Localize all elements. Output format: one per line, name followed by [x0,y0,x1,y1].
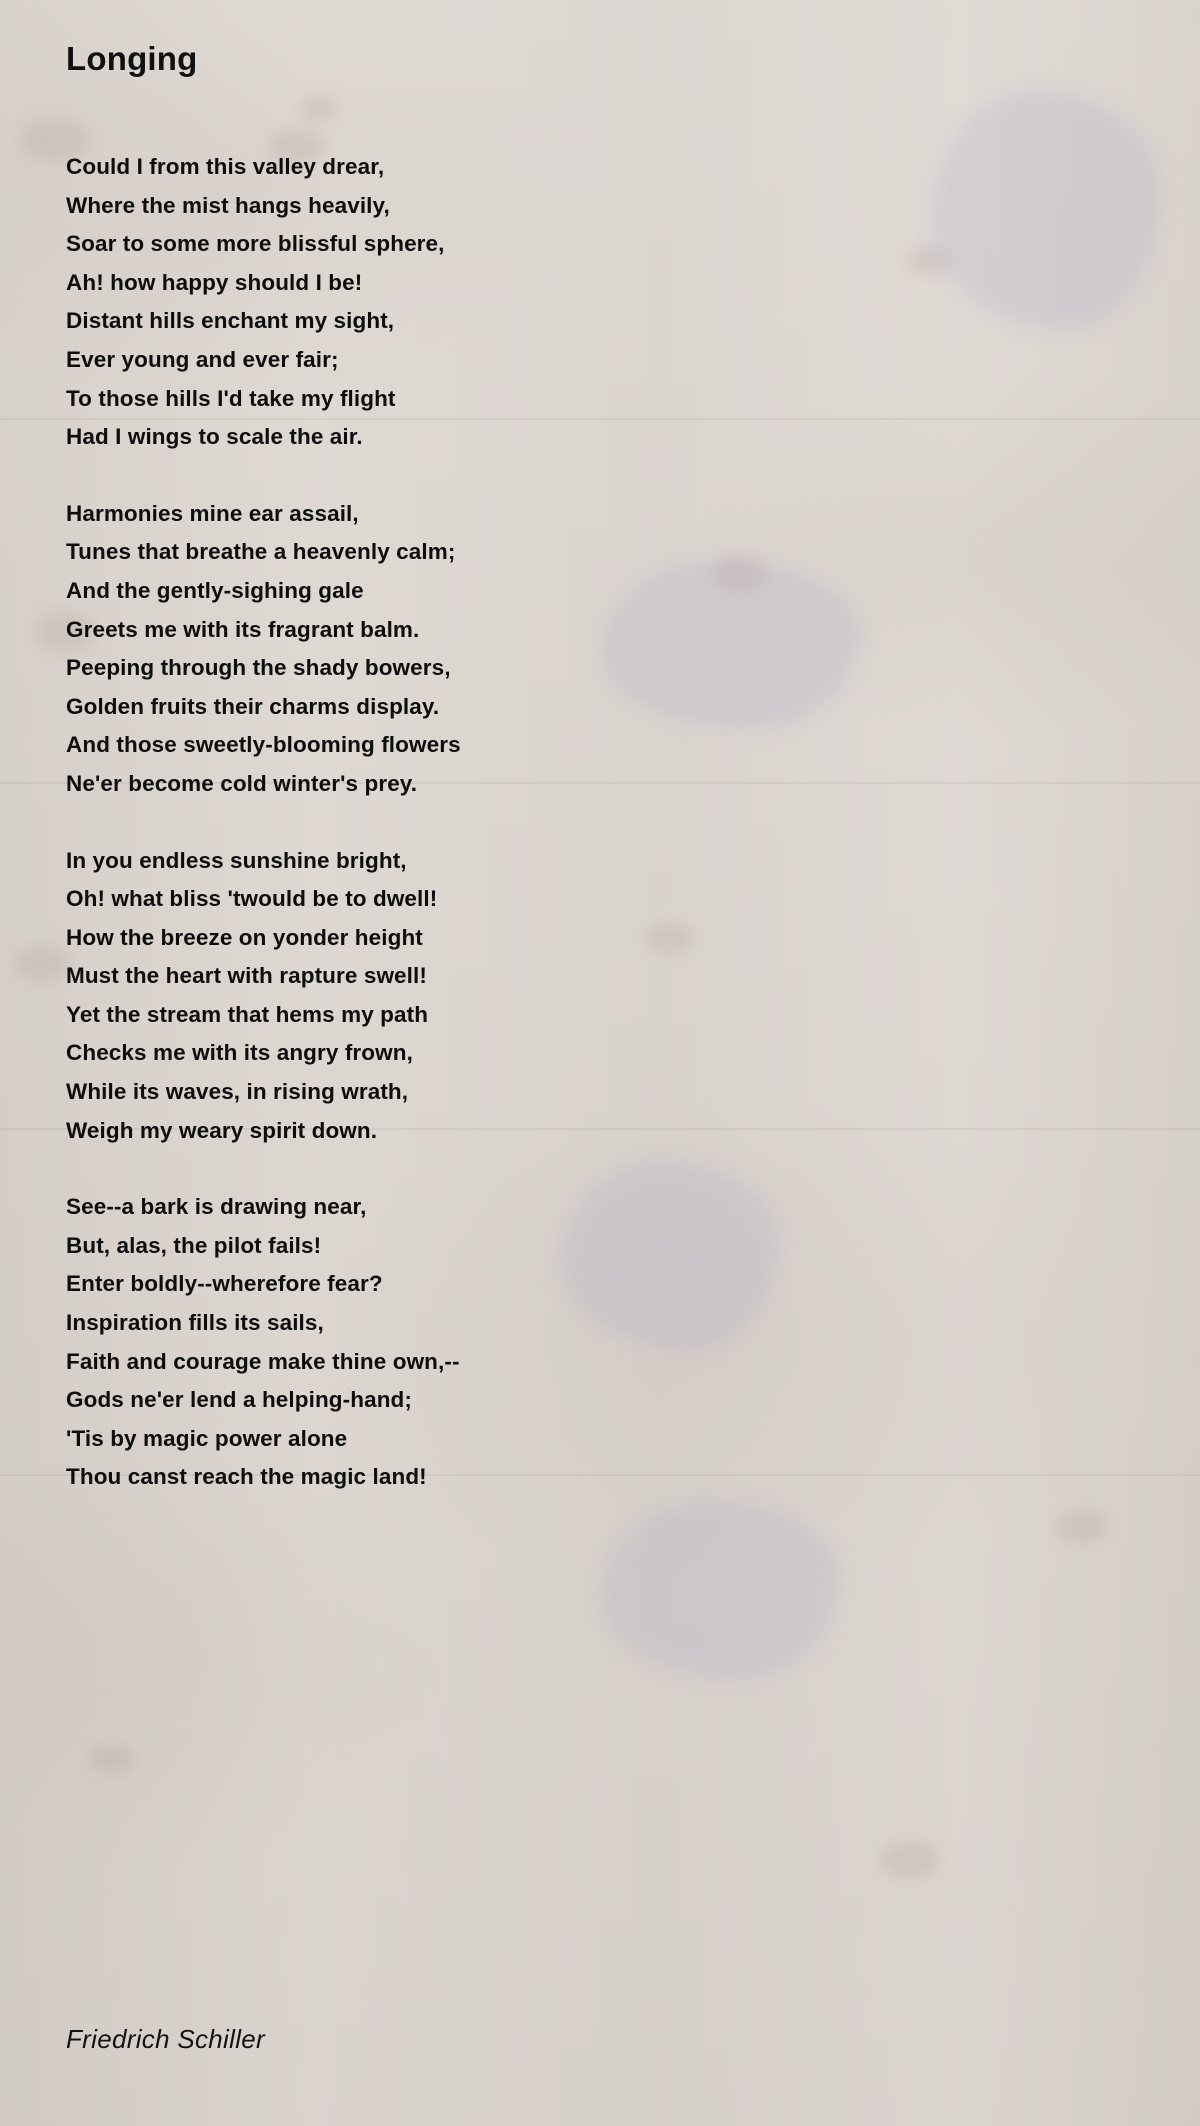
poem-line: Weigh my weary spirit down. [66,1117,378,1143]
poem-line: Faith and courage make thine own,-- [66,1348,460,1374]
poem-line: Soar to some more blissful sphere, [66,231,445,257]
stanza [66,1188,826,1497]
poem-line: And the gently-sighing gale [66,577,364,603]
poem-line: Distant hills enchant my sight, [66,308,395,334]
poem-line: Tunes that breathe a heavenly calm; [66,539,456,565]
poem-line: Golden fruits their charms display. [66,693,440,719]
poem-line: While its waves, in rising wrath, [66,1079,409,1105]
poem-line: Checks me with its angry frown, [66,1040,413,1066]
poem-line: And those sweetly-blooming flowers [66,732,461,758]
poem-line: See--a bark is drawing near, [66,1194,367,1220]
poem-line: Ne'er become cold winter's prey. [66,770,418,796]
poem-line: Harmonies mine ear assail, [66,500,359,526]
stanza [66,495,826,804]
poem-line: Could I from this valley drear, [66,154,385,179]
poem-line: Ah! how happy should I be! [66,269,363,295]
poem-line: But, alas, the pilot fails! [66,1232,322,1258]
poem-line: Must the heart with rapture swell! [66,963,427,989]
poem-line: Gods ne'er lend a helping-hand; [66,1387,412,1413]
poem-line: Oh! what bliss 'twould be to dwell! [66,886,438,912]
poem-line: How the breeze on yonder height [66,924,423,950]
poem-line: Inspiration fills its sails, [66,1310,324,1336]
poem-line: Had I wings to scale the air. [66,424,363,450]
page-title: Longing [66,40,198,77]
poem-line: Ever young and ever fair; [66,346,339,372]
poem-line: Greets me with its fragrant balm. [66,616,420,642]
author-name: Friedrich Schiller [66,2024,266,2054]
poem-body [66,148,826,1535]
poem-line: Enter boldly--wherefore fear? [66,1271,383,1297]
stanza [66,842,826,1151]
stanza [66,148,826,457]
poem-line: Where the mist hangs heavily, [66,192,390,218]
poem-line: In you endless sunshine bright, [66,847,407,873]
poem-line: 'Tis by magic power alone [66,1425,348,1451]
poem-line: To those hills I'd take my flight [66,385,396,411]
poem-line: Yet the stream that hems my path [66,1001,429,1027]
poem-line: Thou canst reach the magic land! [66,1464,427,1490]
poem-line: Peeping through the shady bowers, [66,655,451,681]
